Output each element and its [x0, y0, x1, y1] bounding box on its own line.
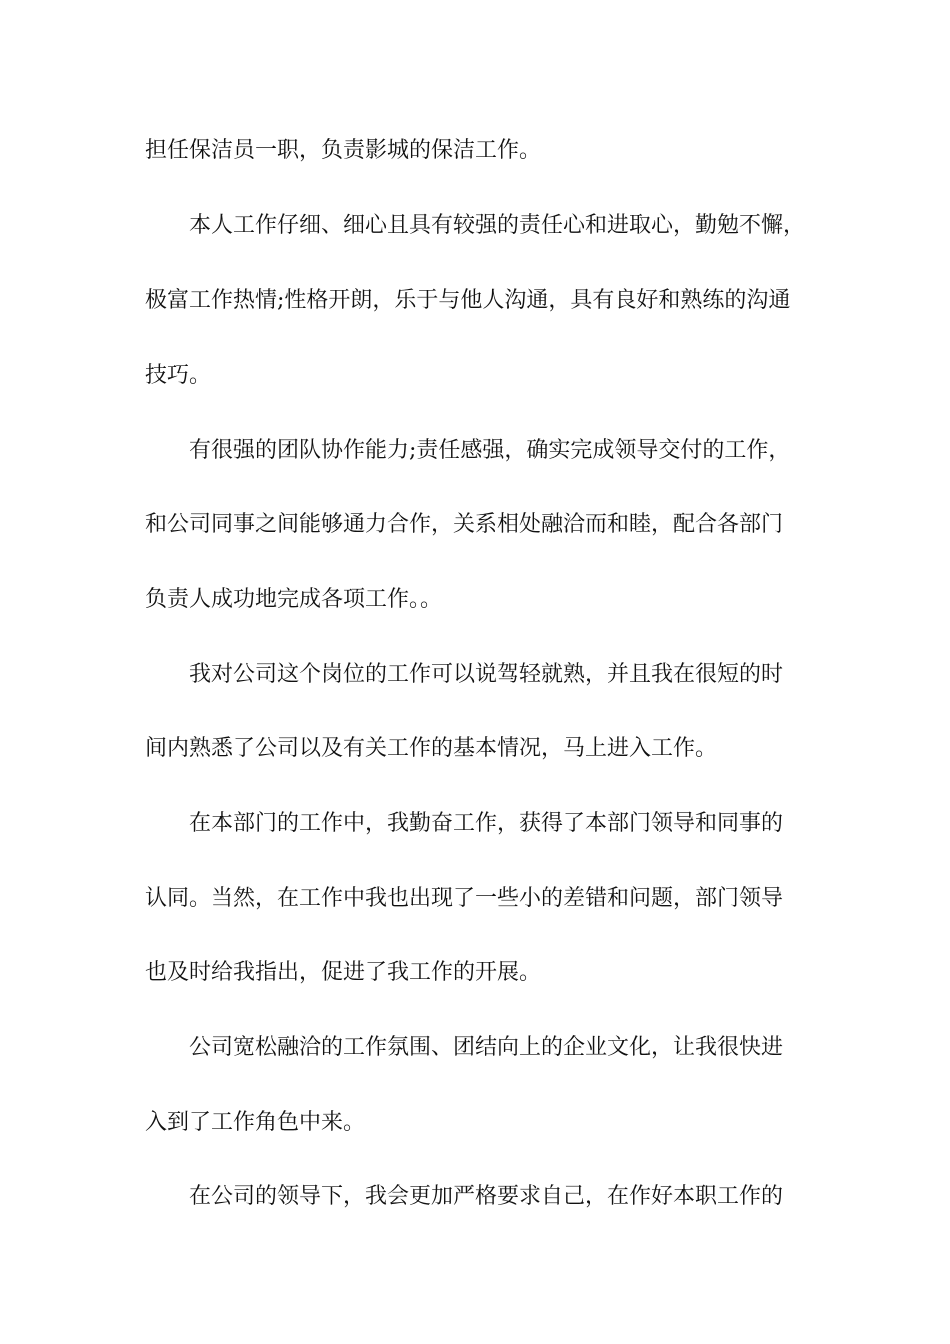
text-line: 技巧。	[145, 363, 212, 388]
text-line: 在本部门的工作中，我勤奋工作，获得了本部门领导和同事的	[189, 811, 784, 836]
text-line: 担任保洁员一职，负责影城的保洁工作。	[145, 138, 542, 163]
text-line: 入到了工作角色中来。	[145, 1110, 366, 1135]
text-line: 有很强的团队协作能力;责任感强，确实完成领导交付的工作，	[189, 438, 791, 463]
text-line: 和公司同事之间能够通力合作，关系相处融洽而和睦，配合各部门	[145, 512, 784, 537]
text-line: 负责人成功地完成各项工作。。	[145, 587, 443, 612]
text-line: 间内熟悉了公司以及有关工作的基本情况，马上进入工作。	[145, 736, 718, 761]
text-line: 公司宽松融洽的工作氛围、团结向上的企业文化，让我很快进	[189, 1035, 784, 1060]
text-line: 我对公司这个岗位的工作可以说驾轻就熟，并且我在很短的时	[189, 662, 784, 687]
text-line: 认同。当然，在工作中我也出现了一些小的差错和问题，部门领导	[145, 886, 784, 911]
text-line: 本人工作仔细、细心且具有较强的责任心和进取心，勤勉不懈，	[189, 213, 806, 238]
text-line: 极富工作热情;性格开朗，乐于与他人沟通，具有良好和熟练的沟通	[145, 288, 791, 313]
text-line: 在公司的领导下，我会更加严格要求自己，在作好本职工作的	[189, 1184, 784, 1209]
text-line: 也及时给我指出，促进了我工作的开展。	[145, 960, 542, 985]
